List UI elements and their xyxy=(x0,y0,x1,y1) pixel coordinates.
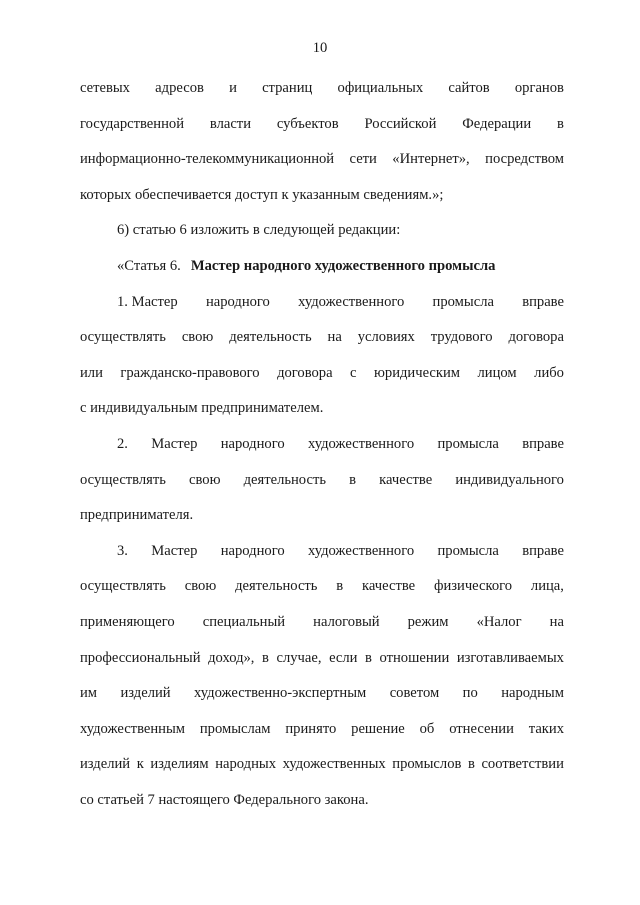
word: в xyxy=(336,578,344,595)
word: изделий xyxy=(80,756,131,773)
word: гражданско-правового xyxy=(120,364,260,381)
word: вправе xyxy=(522,435,564,452)
word: если xyxy=(329,649,358,666)
word: промысла xyxy=(437,542,499,559)
word: физического xyxy=(433,578,513,595)
word: к xyxy=(136,756,144,773)
word: условиях xyxy=(357,329,415,346)
word: 1. Мастер xyxy=(117,293,178,310)
text-line xyxy=(80,356,564,392)
word: народного xyxy=(220,435,285,452)
text-line xyxy=(80,712,564,748)
text-line: предпринимателя. xyxy=(80,507,194,524)
word: органов xyxy=(514,80,564,96)
word: художественным xyxy=(80,720,186,737)
text-line xyxy=(80,641,564,677)
word: художественного xyxy=(298,293,405,310)
word: сайтов xyxy=(448,80,490,96)
word: осуществлять xyxy=(80,471,166,488)
word: отношении xyxy=(379,649,450,666)
word: деятельность xyxy=(229,329,312,346)
word: промысла xyxy=(432,293,494,310)
text-line xyxy=(80,71,564,107)
text-line xyxy=(80,534,564,570)
word: или xyxy=(80,364,103,381)
word: режим xyxy=(407,613,449,630)
word: изделиям xyxy=(150,756,209,773)
word: промыслов xyxy=(392,756,462,773)
word: народного xyxy=(205,293,270,310)
word: промыслам xyxy=(199,720,271,737)
word: сетевых xyxy=(80,80,130,96)
page-number: 10 xyxy=(312,40,328,56)
word: «Налог xyxy=(476,613,522,630)
word: профессиональный xyxy=(80,649,201,666)
word: договора xyxy=(508,329,564,346)
text-line xyxy=(80,285,564,321)
word: страниц xyxy=(262,80,313,96)
word: им xyxy=(80,685,98,702)
text-line xyxy=(80,569,564,605)
text-line xyxy=(80,463,564,499)
word: качестве xyxy=(379,471,433,488)
text-line xyxy=(80,107,564,143)
word: в xyxy=(262,649,269,666)
word: в xyxy=(557,115,564,132)
word: лица, xyxy=(530,578,564,595)
word: Федерации xyxy=(462,115,532,132)
text-line xyxy=(80,676,564,712)
word: сети xyxy=(349,151,377,168)
word: свою xyxy=(189,471,221,488)
word: художественного xyxy=(307,435,415,452)
text-line: которых обеспечивается доступ к указанным сведениям.»; xyxy=(80,186,444,203)
word: отнесении xyxy=(449,720,514,737)
word: на xyxy=(549,613,564,630)
word: свою xyxy=(181,329,214,346)
word: трудового xyxy=(430,329,493,346)
word: информационно-телекоммуникационной xyxy=(80,151,335,168)
word: советом xyxy=(389,685,440,702)
word: договора xyxy=(277,364,333,381)
article-heading xyxy=(80,249,564,285)
text-line: 6) статью 6 изложить в следующей редакции: xyxy=(117,222,401,239)
word: изготавливаемых xyxy=(456,649,564,666)
word: юридическим xyxy=(374,364,461,381)
word: вправе xyxy=(522,542,564,559)
text-line xyxy=(80,427,564,463)
word: либо xyxy=(534,364,564,381)
word: в xyxy=(467,756,475,773)
word: применяющего xyxy=(80,613,175,630)
word: по xyxy=(462,685,478,702)
word: изделий xyxy=(120,685,171,702)
word: субъектов xyxy=(276,115,339,132)
word: в xyxy=(365,649,372,666)
word: принято xyxy=(285,720,337,737)
word: таких xyxy=(528,720,564,737)
word: власти xyxy=(209,115,251,132)
text-line xyxy=(80,747,564,783)
word: деятельность xyxy=(243,471,326,488)
word: соответствии xyxy=(481,756,564,773)
word: деятельность xyxy=(235,578,318,595)
word: свою xyxy=(184,578,217,595)
text-line xyxy=(80,605,564,641)
article-label: «Статья 6. xyxy=(117,257,181,274)
word: случае, xyxy=(276,649,322,666)
word: 3. xyxy=(117,542,128,559)
text-line: с индивидуальным предпринимателем. xyxy=(80,400,324,417)
word: налоговый xyxy=(313,613,380,630)
document-body xyxy=(80,71,564,818)
word: вправе xyxy=(522,293,564,310)
word: на xyxy=(327,329,342,346)
word: об xyxy=(419,720,435,737)
word: промысла xyxy=(437,435,499,452)
word: 2. xyxy=(117,435,128,452)
text-line xyxy=(80,320,564,356)
word: с xyxy=(350,364,357,381)
article-title: Мастер народного художественного промысла xyxy=(190,257,496,274)
word: «Интернет», xyxy=(392,151,470,168)
word: специальный xyxy=(202,613,286,630)
word: официальных xyxy=(337,80,424,96)
text-line: со статьей 7 настоящего Федерального закона. xyxy=(80,791,369,808)
word: в xyxy=(349,471,356,488)
word: народных xyxy=(215,756,277,773)
word: и xyxy=(229,80,237,96)
word: качестве xyxy=(362,578,416,595)
word: художественно-экспертным xyxy=(194,685,367,702)
text-line xyxy=(80,142,564,178)
word: государственной xyxy=(80,115,185,132)
word: индивидуального xyxy=(455,471,564,488)
word: осуществлять xyxy=(80,329,166,346)
word: народного xyxy=(220,542,285,559)
word: Российской xyxy=(364,115,437,132)
word: адресов xyxy=(155,80,204,96)
word: художественного xyxy=(307,542,415,559)
word: Мастер xyxy=(151,435,198,452)
word: художественных xyxy=(282,756,386,773)
word: Мастер xyxy=(151,542,198,559)
word: посредством xyxy=(485,151,564,168)
word: народным xyxy=(501,685,564,702)
word: доход», xyxy=(208,649,255,666)
word: лицом xyxy=(477,364,517,381)
word: осуществлять xyxy=(80,578,166,595)
word: решение xyxy=(351,720,405,737)
